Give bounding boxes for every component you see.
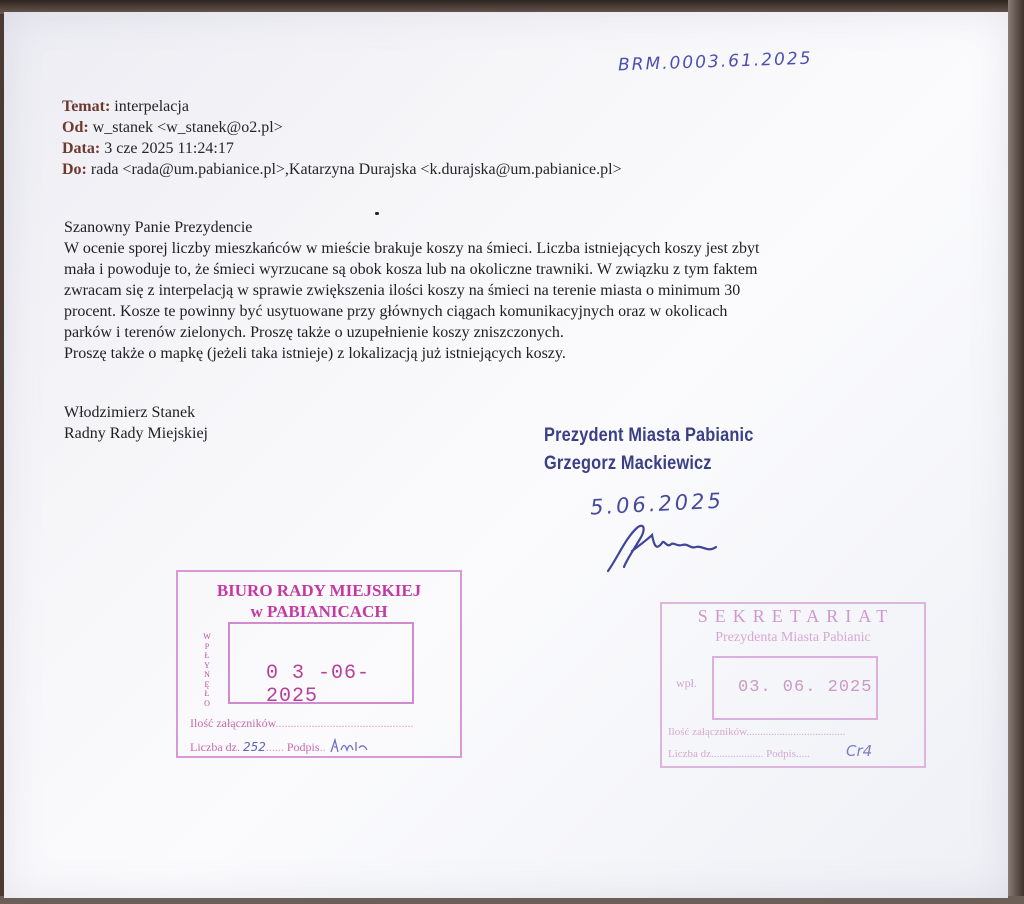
vertical-letter: Y [204,660,210,670]
secretariat-number-line [668,748,810,760]
secretariat-handwritten-initials: Cr4 [846,742,873,760]
signature-label: Podpis [766,748,797,760]
header-from-row [62,117,962,138]
header-to-row [62,159,962,180]
vertical-letter: O [204,698,210,708]
body-line: Proszę także o mapkę (jeżeli taka istnieje) z lokalizacją już istniejących koszy. [64,345,566,362]
greeting: Szanowny Panie Prezydencie [64,219,253,236]
mayor-stamp-line2: Grzegorz Mackiewicz [544,453,712,474]
email-header [62,96,962,180]
number-label: Liczba dz. [190,740,240,754]
dotted-fill: .............................................. [275,716,414,730]
handwritten-reference-number: BRM.0003.61.2025 [617,48,813,76]
council-stamp-line2: w PABIANICACH [250,602,388,621]
to-key: Do: [62,161,87,178]
date-key: Data: [62,140,101,157]
letter-body [64,217,964,364]
body-line: W ocenie sporej liczby mieszkańców w mieście brakuje koszy na śmieci. Liczba istniejących koszy jest zbyt [64,240,760,257]
vertical-letter: W [203,632,211,641]
number-label: Liczba dz. [668,748,714,760]
to-value: rada <rada@um.pabianice.pl>,Katarzyna Durajska <k.durajska@um.pabianice.pl> [86,161,622,178]
vertical-letter: N [204,670,210,679]
photo-background-right [1008,0,1024,904]
author-signature-block [64,402,208,444]
vertical-letter: Ł [204,651,210,660]
body-line: mała i powoduje to, że śmieci wyrzucane są obok kosza lub na okoliczne trawniki. W związku z tym faktem [64,261,758,278]
council-stamp-line1: BIURO RADY MIEJSKIEJ [216,581,422,600]
secretariat-stamp-date-box [712,656,878,720]
mayor-handwritten-signature [604,517,734,575]
dotted-fill: ..... [796,748,810,760]
date-value: 3 cze 2025 11:24:17 [100,140,234,157]
dotted-fill: .. [319,740,326,754]
subject-key: Temat: [62,98,111,115]
from-value: w_stanek <w_stanek@o2.pl> [88,119,283,136]
mayor-stamp-line1: Prezydent Miasta Pabianic [544,425,754,446]
ink-speck [375,212,379,215]
attachments-label: Ilość załączników [668,726,747,738]
council-stamp-number-line [190,738,369,755]
council-office-stamp [176,570,462,758]
body-line: zwracam się z interpelacją w sprawie zwiększenia ilości koszy na śmieci na terenie miasta o minimum 30 [64,282,741,299]
author-title: Radny Rady Miejskiej [64,425,208,442]
council-stamp-attachments-line [190,716,414,731]
body-line: parków i terenów zielonych. Proszę także o uzupełnienie koszy zniszczonych. [64,324,564,341]
council-stamp-date-box [228,622,414,708]
secretariat-stamp-line1: SEKRETARIAT [697,606,895,626]
header-subject-row [62,96,962,117]
subject-value: interpelacja [110,98,189,115]
body-line: procent. Kosze te powinny być usytuowane przy głównych ciągach komunikacyjnych oraz w okolicach [64,303,728,320]
council-stamp-initials [329,738,369,754]
handwritten-number: 252 [242,740,266,754]
header-date-row [62,138,962,159]
council-stamp-date: 0 3 -06- 2025 [266,662,371,708]
signature-label: Podpis [286,740,320,754]
secretariat-stamp [660,602,926,768]
council-stamp-vertical-label [202,632,212,708]
dotted-fill: ...... [265,740,284,754]
vertical-letter: P [204,641,210,651]
attachments-label: Ilość załączników [190,716,276,730]
secretariat-attachments-line [668,726,845,738]
dotted-fill: .................................... [746,726,846,738]
paper-sheet [4,12,1008,898]
council-stamp-title [178,580,460,622]
secretariat-stamp-date: 03. 06. 2025 [738,678,873,697]
secretariat-received-label: wpł. [676,676,697,690]
vertical-letter: Ł [204,689,210,698]
from-key: Od: [62,119,89,136]
mayor-handwritten-date: 5.06.2025 [589,488,725,520]
author-name: Włodzimierz Stanek [64,404,196,421]
secretariat-stamp-line2: Prezydenta Miasta Pabianic [715,630,871,645]
vertical-letter: Ę [204,679,210,689]
dotted-fill: .................. [713,748,764,760]
mayor-name-stamp [544,422,754,478]
